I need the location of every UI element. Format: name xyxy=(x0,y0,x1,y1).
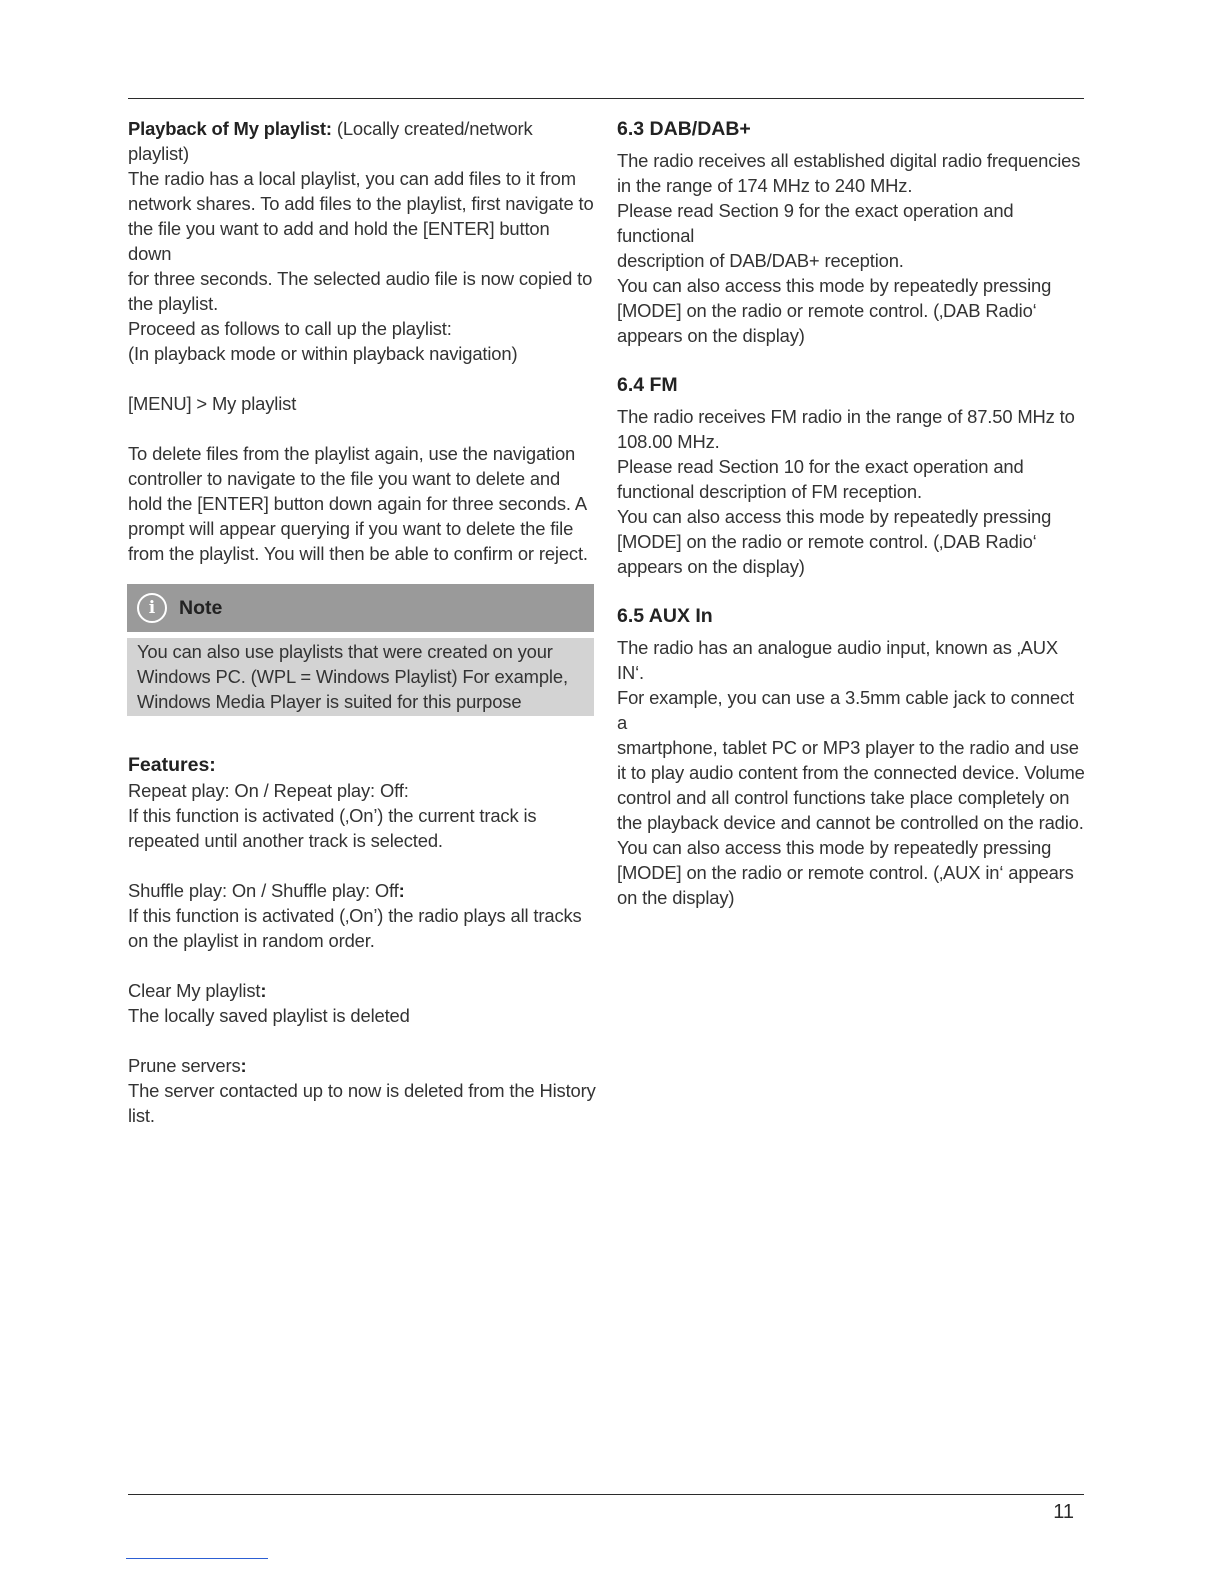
playback-heading-line xyxy=(128,116,596,166)
note-body: You can also use playlists that were created on your Windows PC. (WPL = Windows Playlist) For example, Windows Media Player is suited for this purpose xyxy=(137,641,568,712)
prune-servers-body: The server contacted up to now is deleted from the History list. xyxy=(128,1080,596,1126)
aux-body: The radio has an analogue audio input, known as ‚AUX IN‘. For example, you can use a 3.5mm cable jack to connect a smartphone, tablet PC or MP3 player to the radio and use it to play audio content from the connected device. Volume control and all control functions take place completely on the playback device and cannot be controlled on the radio. You can also access this mode by repeatedly pressing [MODE] on the radio or remote control. (‚AUX in‘ appears on the display) xyxy=(617,637,1085,908)
delete-instructions: To delete files from the playlist again, use the navigation controller to navigate to the file you want to delete and hold the [ENTER] button down again for three seconds. A prompt will appear querying if you want to delete the file from the playlist. You will then be able to confirm or reject. xyxy=(128,443,588,564)
repeat-play-body: If this function is activated (‚On’) the current track is repeated until another track is selected. xyxy=(128,805,537,851)
shuffle-play-body: If this function is activated (‚On’) the radio plays all tracks on the playlist in random order. xyxy=(128,905,582,951)
dab-body: The radio receives all established digital radio frequencies in the range of 174 MHz to 240 MHz. Please read Section 9 for the exact operation and functional description of DAB/DAB+ reception. You can also access this mode by repeatedly pressing [MODE] on the radio or remote control. (‚DAB Radio‘ appears on the display) xyxy=(617,150,1081,346)
bottom-rule xyxy=(128,1494,1084,1495)
playback-heading: Playback of My playlist: xyxy=(128,118,332,139)
note-body-container xyxy=(127,638,594,716)
note-box xyxy=(127,584,594,716)
prune-servers-title-line xyxy=(128,1053,596,1078)
left-column xyxy=(128,116,596,1128)
top-rule xyxy=(128,98,1084,99)
right-column xyxy=(617,116,1085,910)
info-icon: i xyxy=(137,593,167,623)
playback-body: The radio has a local playlist, you can add files to it from network shares. To add files to the playlist, first navigate to the file you want to add and hold the [ENTER] button down for three seconds. The selected audio file is now copied to the playlist. Proceed as follows to call up the playlist: (In playback mode or within playback navigation) xyxy=(128,168,594,364)
features-heading: Features: xyxy=(128,754,216,776)
clear-playlist-colon: : xyxy=(260,980,267,1001)
fm-heading: 6.4 FM xyxy=(617,374,678,396)
footer-link-underline xyxy=(126,1558,268,1559)
prune-servers-colon: : xyxy=(240,1055,247,1076)
repeat-play-title: Repeat play: On / Repeat play: Off: xyxy=(128,780,409,801)
shuffle-play-title-line xyxy=(128,878,596,903)
playback-heading-suffix: (Locally created/network playlist) xyxy=(128,118,533,164)
prune-servers-title: Prune servers xyxy=(128,1055,241,1076)
clear-playlist-body: The locally saved playlist is deleted xyxy=(128,1005,410,1026)
fm-body: The radio receives FM radio in the range of 87.50 MHz to 108.00 MHz. Please read Section 10 for the exact operation and functional description of FM reception. You can also access this mode by repeatedly pressing [MODE] on the radio or remote control. (‚DAB Radio‘ appears on the display) xyxy=(617,406,1075,577)
page-number: 11 xyxy=(1053,1501,1074,1523)
clear-playlist-title: Clear My playlist xyxy=(128,980,261,1001)
menu-path: [MENU] > My playlist xyxy=(128,393,297,414)
note-header xyxy=(127,584,594,632)
note-title: Note xyxy=(179,596,223,619)
dab-heading: 6.3 DAB/DAB+ xyxy=(617,118,751,140)
aux-heading: 6.5 AUX In xyxy=(617,605,713,627)
shuffle-play-title: Shuffle play: On / Shuffle play: Off xyxy=(128,880,399,901)
shuffle-play-colon: : xyxy=(398,880,405,901)
clear-playlist-title-line xyxy=(128,978,596,1003)
